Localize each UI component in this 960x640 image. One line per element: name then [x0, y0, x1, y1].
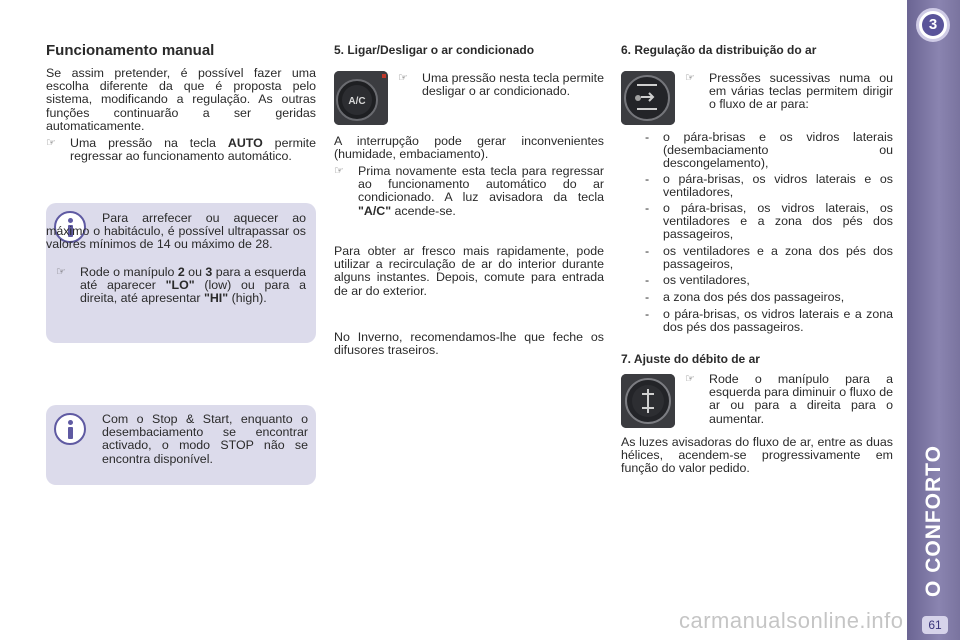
dash-marker: - — [645, 244, 650, 258]
air-distribution-icon — [621, 71, 675, 125]
dash-marker: - — [645, 201, 650, 215]
section-title-ac: 5. Ligar/Desligar o ar condicionado — [334, 43, 535, 57]
hand-pointer-icon: ☞ — [685, 72, 695, 84]
air-flow-lights-text: As luzes avisadoras do fluxo de ar, entre as duas hélices, acendem-se progressivamente em função do valor pedido. — [621, 435, 893, 476]
ac-key-label: "A/C" — [358, 203, 392, 218]
dash-marker: - — [645, 307, 650, 321]
distribution-option-text: os ventiladores e a zona dos pés dos passageiros, — [663, 244, 893, 272]
chapter-number: 3 — [922, 14, 944, 36]
svg-text:A/C: A/C — [348, 96, 366, 107]
ac-off-bullet: ☞ Uma pressão nesta tecla permite desligar o ar condicionado. — [398, 71, 604, 99]
section-title-air-flow: 7. Ajuste do débito de ar — [621, 352, 760, 366]
air-flow-knob-image — [621, 374, 675, 428]
watermark: carmanualsonline.info — [679, 608, 904, 633]
info-box-stop-start — [46, 405, 316, 485]
info-temperature-text: Para arrefecer ou aquecer ao máximo o habitáculo, é possível ultrapassar os valores mínimos de 14 ou máximo de 28. — [46, 211, 306, 252]
distribution-option-item — [645, 291, 893, 304]
distribution-option-text: o pára-brisas, os vidros laterais e a zona dos pés dos passageiros. — [663, 307, 893, 335]
dash-marker: - — [645, 290, 650, 304]
dash-marker: - — [645, 172, 650, 186]
hand-pointer-icon: ☞ — [398, 72, 408, 84]
info-temperature-bullet: ☞ Rode o manípulo 2 ou 3 para a esquerda até aparecer "LO" (low) ou para a direita, até apresentar "HI" (high). — [56, 265, 307, 306]
distribution-buttons-image — [621, 71, 675, 125]
distribution-option-item — [645, 202, 893, 242]
page-number: 61 — [922, 616, 948, 634]
dash-marker: - — [645, 130, 650, 144]
section-title-distribution: 6. Regulação da distribuição do ar — [621, 43, 817, 57]
fresh-air-text: Para obter ar fresco mais rapidamente, pode utilizar a recirculação de ar do interior durante alguns instantes. Depois, comute para entrada de ar do exterior. — [334, 244, 604, 298]
dash-marker: - — [645, 273, 650, 287]
chapter-badge — [916, 8, 950, 42]
distribution-option-item — [645, 274, 893, 287]
auto-key-label: AUTO — [227, 136, 263, 150]
distribution-option-item — [645, 245, 893, 271]
info-icon — [54, 413, 86, 445]
air-flow-knob-icon — [621, 374, 675, 428]
distribution-option-text: o pára-brisas, os vidros laterais, os ventiladores e a zona dos pés dos passageiros, — [663, 201, 893, 242]
air-flow-bullet: ☞ Rode o manípulo para a esquerda para diminuir o fluxo de ar ou para a direita para o aumentar. — [685, 372, 893, 426]
manual-intro-text: Se assim pretender, é possível fazer uma escolha diferente da que é proposta pelo sistema, modificando a regulação. As outras funções continuarão a ser geridas automaticamente. — [46, 66, 316, 133]
distribution-option-item — [645, 308, 893, 334]
auto-bullet: ☞ Uma pressão na tecla AUTO permite regressar ao funcionamento automático. — [46, 136, 316, 164]
winter-tip-text: No Inverno, recomendamos-lhe que feche os difusores traseiros. — [334, 330, 604, 358]
distribution-option-item — [645, 173, 893, 199]
ac-interruption-text: A interrupção pode gerar inconvenientes (humidade, embaciamento). — [334, 134, 604, 162]
hand-pointer-icon: ☞ — [56, 266, 66, 278]
distribution-option-item — [645, 131, 893, 171]
distribution-option-text: o pára-brisas, os vidros laterais e os ventiladores, — [663, 172, 893, 200]
hand-pointer-icon: ☞ — [685, 373, 695, 385]
ac-on-bullet: ☞ Prima novamente esta tecla para regressar ao funcionamento automático do ar condicionado. A luz avisadora da tecla "A/C" acende-se. — [334, 164, 604, 218]
distribution-option-text: a zona dos pés dos passageiros, — [663, 290, 845, 304]
section-title-manual: Funcionamento manual — [46, 42, 215, 59]
distribution-option-text: o pára-brisas e os vidros laterais (desembaciamento ou descongelamento), — [663, 130, 893, 171]
chapter-title: O CONFORTO — [921, 445, 945, 597]
hand-pointer-icon: ☞ — [334, 165, 344, 177]
info-box-temperature — [46, 203, 316, 343]
distribution-bullet: ☞ Pressões sucessivas numa ou em várias teclas permitem dirigir o fluxo de ar para: — [685, 71, 893, 112]
distribution-option-text: os ventiladores, — [663, 273, 750, 287]
info-stop-start-text: Com o Stop & Start, enquanto o desembaciamento se encontrar activado, o modo STOP não se encontra disponível. — [102, 412, 308, 466]
hand-pointer-icon: ☞ — [46, 137, 56, 149]
ac-knob-icon — [334, 71, 388, 125]
ac-button-image — [334, 71, 388, 125]
